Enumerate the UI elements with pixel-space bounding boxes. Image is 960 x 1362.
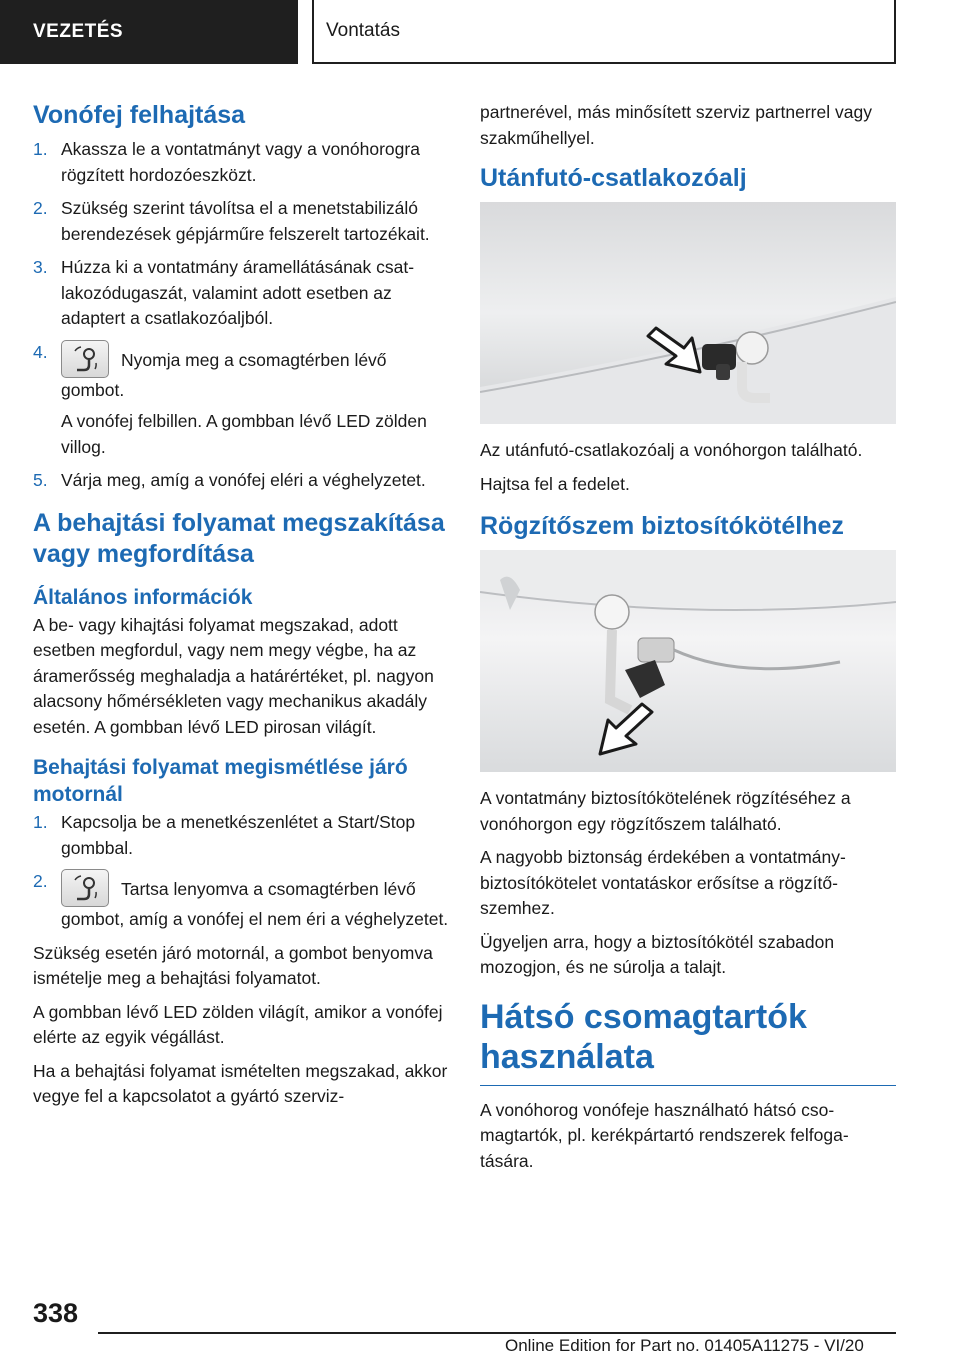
paragraph: Ügyeljen arra, hogy a biztosítókötél szabadon mozogjon, és ne súrolja a talajt. bbox=[480, 931, 835, 977]
heading-vonofej-felhajtasa: Vonófej felhajtása bbox=[33, 101, 246, 129]
list-item: 1. Akassza le a vontatmányt vagy a vonóhorogra rögzített hordozóeszközt. bbox=[33, 139, 420, 185]
safety-cable-eye-photo bbox=[480, 550, 896, 772]
list-item: 4. Nyomja meg a csomagtérben lévő gombot. bbox=[33, 341, 387, 400]
list-item: 2. Tartsa lenyomva a csomagtérben lévő gombot, amíg a vonófej el nem éri a véghelyzetet. bbox=[33, 871, 449, 929]
trailer-socket-photo bbox=[480, 202, 896, 424]
paragraph: Szükség esetén járó motornál, a gombot benyomva ismételje meg a behajtási folyamatot. bbox=[33, 942, 433, 988]
step-4-note: A vonófej felbillen. A gombban lévő LED zölden villog. bbox=[61, 411, 427, 457]
list-item: 1. Kapcsolja be a menetkészenlétet a Start/Stop gombbal. bbox=[33, 812, 416, 858]
heading-rogzitoszem: Rögzítőszem biztosítókötélhez bbox=[480, 512, 844, 540]
list-item: 2. Szükség szerint távolítsa el a menetstabilizáló berendezések gépjárműre felszerelt tartozékait. bbox=[33, 198, 430, 244]
list-item: 5. Várja meg, amíg a vonófej eléri a véghelyzetet. bbox=[33, 470, 426, 490]
edition-note: Online Edition for Part no. 01405A11275 - VI/20 bbox=[505, 1336, 864, 1355]
footer-rule bbox=[98, 1332, 896, 1334]
tow-hook-button-icon bbox=[61, 869, 109, 907]
paragraph: Hajtsa fel a fedelet. bbox=[480, 473, 630, 494]
paragraph: A vontatmány biztosítókötelének rögzítéséhez a vonóhorgon egy rögzítőszem található. bbox=[480, 788, 851, 834]
paragraph: A be- vagy kihajtási folyamat megszakad, adott esetben megfordul, vagy nem megy végbe, ha az áramerősség meghaladja a határértéket, pl. nagyon alacsony hőmérsékleten vagy mechanikus akadály esetén. A gombban lévő LED pirosan világít. bbox=[33, 614, 434, 737]
paragraph: A vonóhorog vonófeje használható hátsó csomagtartók, pl. kerékpártartó rendszerek felfogatására. bbox=[480, 1099, 849, 1171]
paragraph: Az utánfutó-csatlakozóalj a vonóhorgon található. bbox=[480, 440, 863, 460]
paragraph: Ha a behajtási folyamat ismételten megszakad, akkor vegye fel a kapcsolatot a gyártó szerviz- bbox=[33, 1060, 448, 1106]
section-tab bbox=[0, 0, 298, 64]
steps-list-2 bbox=[33, 810, 451, 933]
paragraph: A nagyobb biztonság érdekében a vontatmánybiztosítókötelet vontatáskor erősítse a rögzítőszemhez. bbox=[480, 847, 846, 918]
right-column bbox=[480, 100, 896, 1182]
section-label: VEZETÉS bbox=[33, 21, 124, 42]
chapter-title bbox=[312, 0, 896, 64]
tow-hook-button-icon bbox=[61, 340, 109, 378]
left-column bbox=[33, 100, 451, 1118]
steps-list-1-cont bbox=[33, 468, 451, 494]
list-item: 3. Húzza ki a vontatmány áramellátásának csatlakozódugaszát, valamint adott esetben az adaptert a csatlakozóaljból. bbox=[33, 257, 415, 328]
heading-behajtasi-folyamat: A behajtási folyamat megszakítása vagy megfordítása bbox=[33, 508, 445, 568]
paragraph: partnerével, más minősített szerviz partnerrel vagy szakműhellyel. bbox=[480, 102, 872, 148]
heading-utanfuto-csatlakozoalj: Utánfutó-csatlakozóalj bbox=[480, 164, 747, 192]
subheading-ismetles: Behajtási folyamat megismétlése járó motornál bbox=[33, 756, 408, 806]
page-number: 338 bbox=[33, 1298, 79, 1328]
subheading-altalanos: Általános információk bbox=[33, 585, 253, 609]
heading-hatso-csomagtartok: Hátsó csomagtartók használata bbox=[480, 997, 896, 1086]
chapter-label: Vontatás bbox=[326, 20, 400, 41]
paragraph: A gombban lévő LED zölden világít, amikor a vonófej elérte az egyik végállást. bbox=[33, 1001, 443, 1047]
steps-list-1 bbox=[33, 137, 451, 403]
